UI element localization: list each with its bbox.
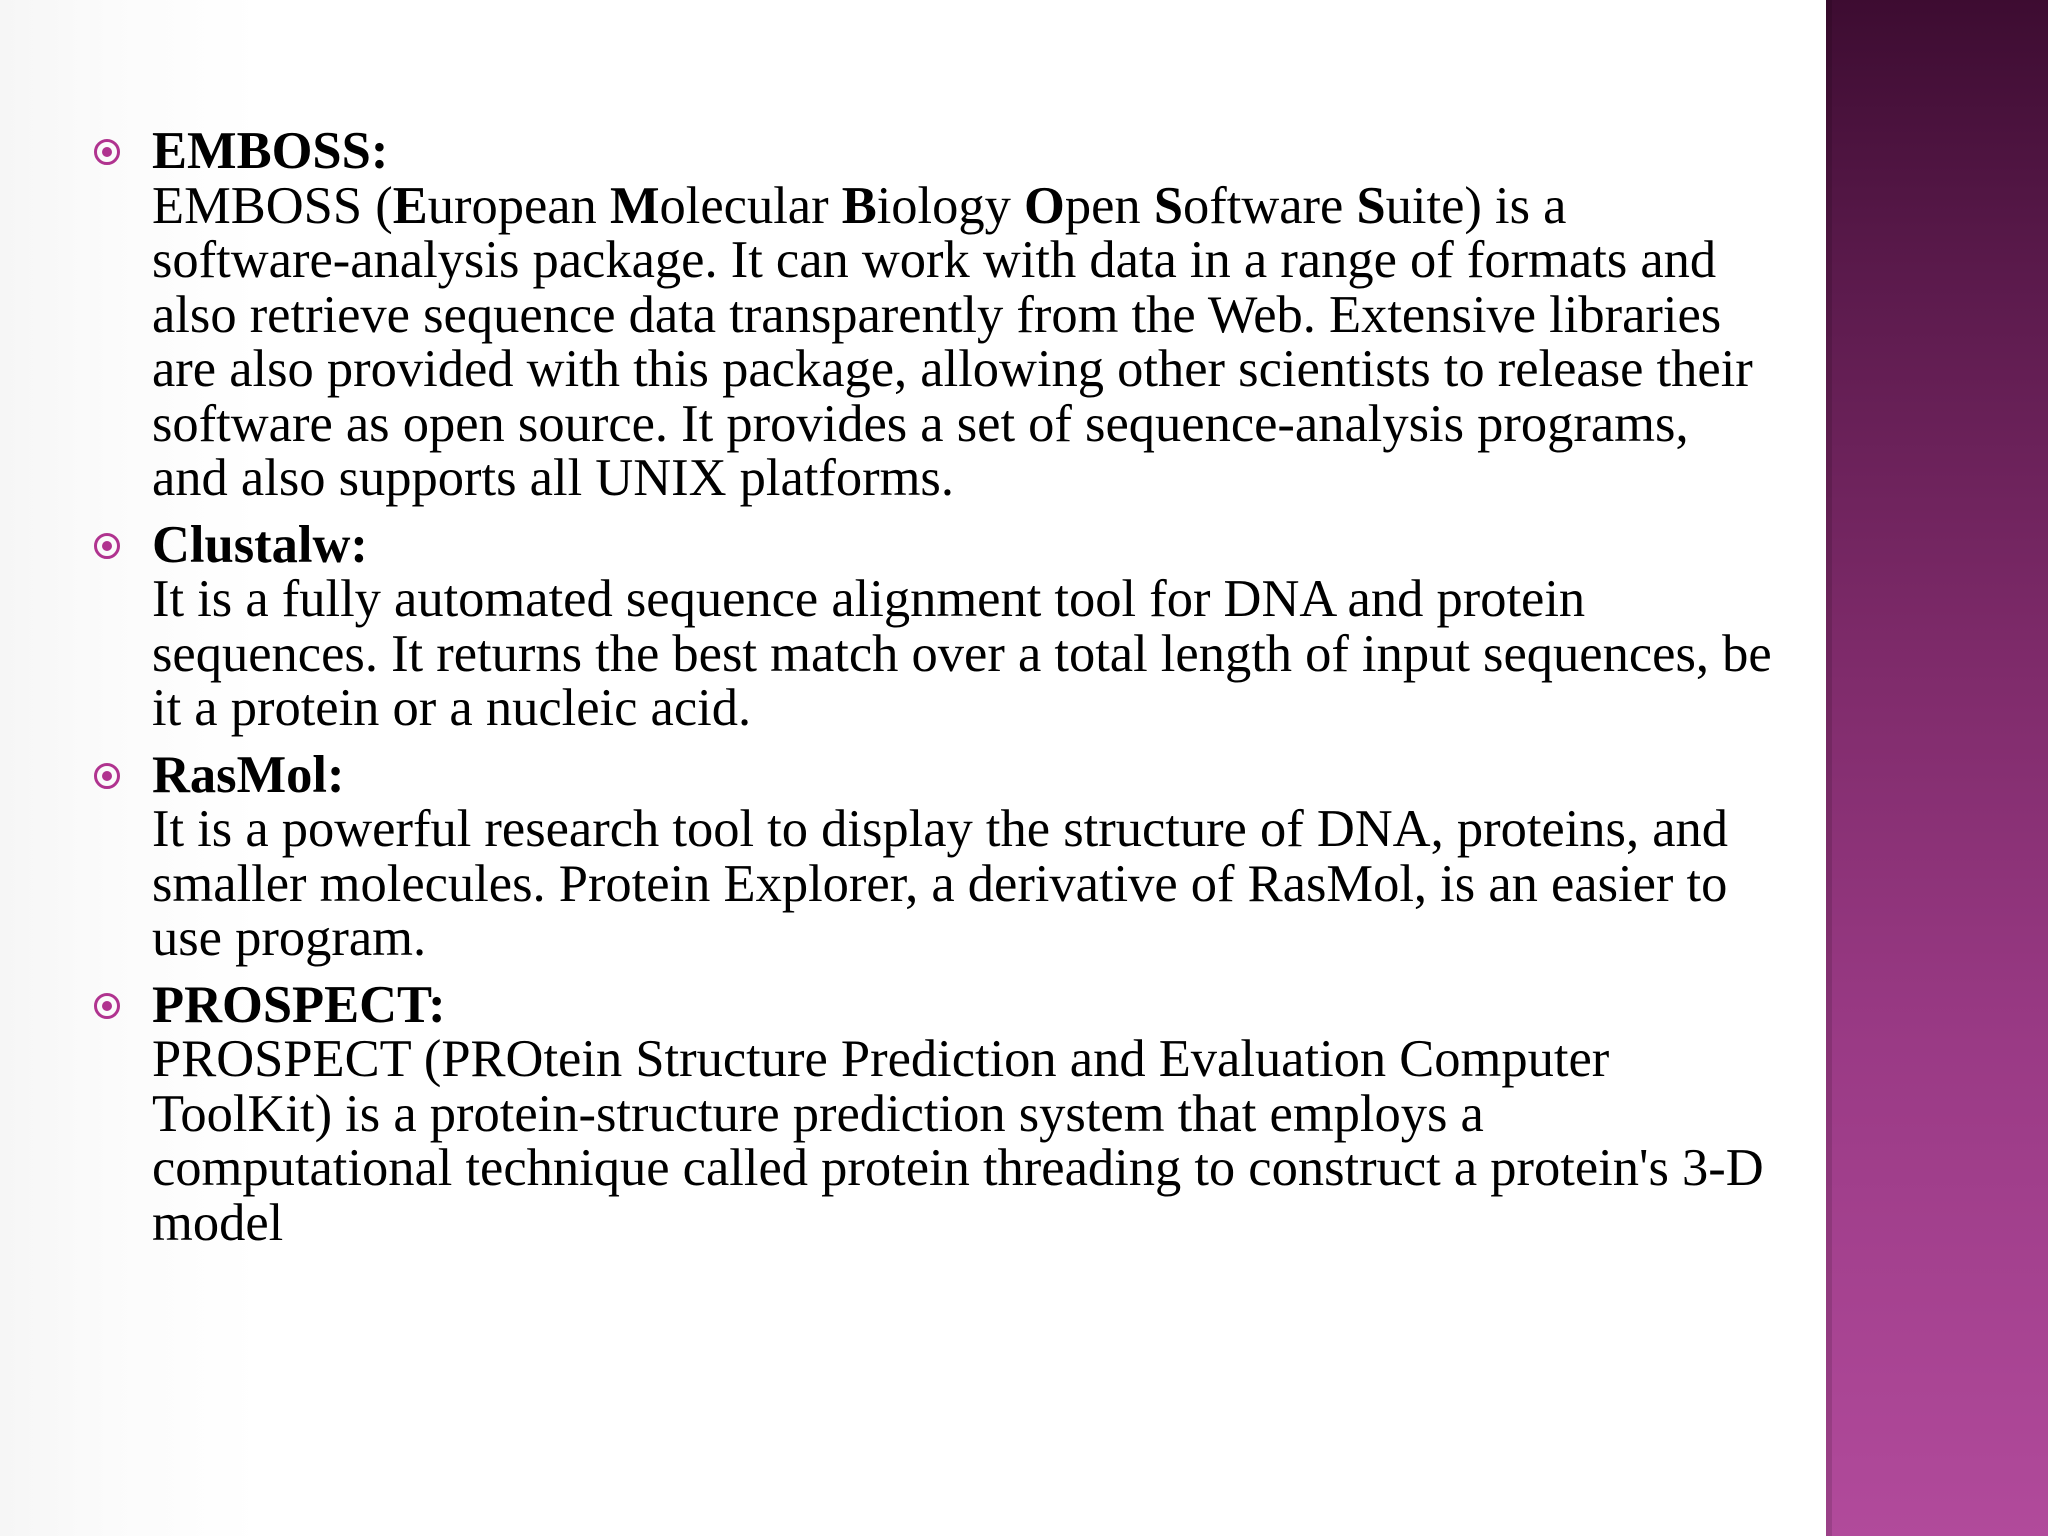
bullet-list xyxy=(152,124,1772,1262)
item-title: RasMol: xyxy=(152,745,345,804)
list-item-rasmol xyxy=(152,745,1772,967)
decorative-side-band xyxy=(1826,0,2048,1536)
item-description: It is a fully automated sequence alignment tool for DNA and protein sequences. It returns the best match over a total length of input sequences, be it a protein or a nucleic acid. xyxy=(152,570,1772,737)
item-title: PROSPECT: xyxy=(152,975,446,1034)
target-bullet-icon xyxy=(94,763,120,789)
list-item-clustalw xyxy=(152,515,1772,737)
list-item-prospect xyxy=(152,975,1772,1252)
item-title: EMBOSS: xyxy=(152,122,389,180)
target-bullet-icon xyxy=(94,139,120,165)
item-description: EMBOSS (European Molecular Biology Open Software Suite) is a software-analysis package. It can work with data in a range of formats and also retrieve sequence data transparently from the Web. Extensive libraries are also provided with this package, allowing other scientists to release their software as open source. It provides a set of sequence-analysis programs, and also supports all UNIX platforms. xyxy=(152,176,1753,507)
item-title: Clustalw: xyxy=(152,515,368,574)
target-bullet-icon xyxy=(94,993,120,1019)
list-item-emboss xyxy=(152,124,1772,506)
item-description: It is a powerful research tool to display the structure of DNA, proteins, and smaller molecules. Protein Explorer, a derivative of RasMol, is an easier to use program. xyxy=(152,800,1729,967)
item-description: PROSPECT (PROtein Structure Prediction and Evaluation Computer ToolKit) is a protein-structure prediction system that employs a computational technique called protein threading to construct a protein's 3-D model xyxy=(152,1030,1764,1252)
target-bullet-icon xyxy=(94,533,120,559)
